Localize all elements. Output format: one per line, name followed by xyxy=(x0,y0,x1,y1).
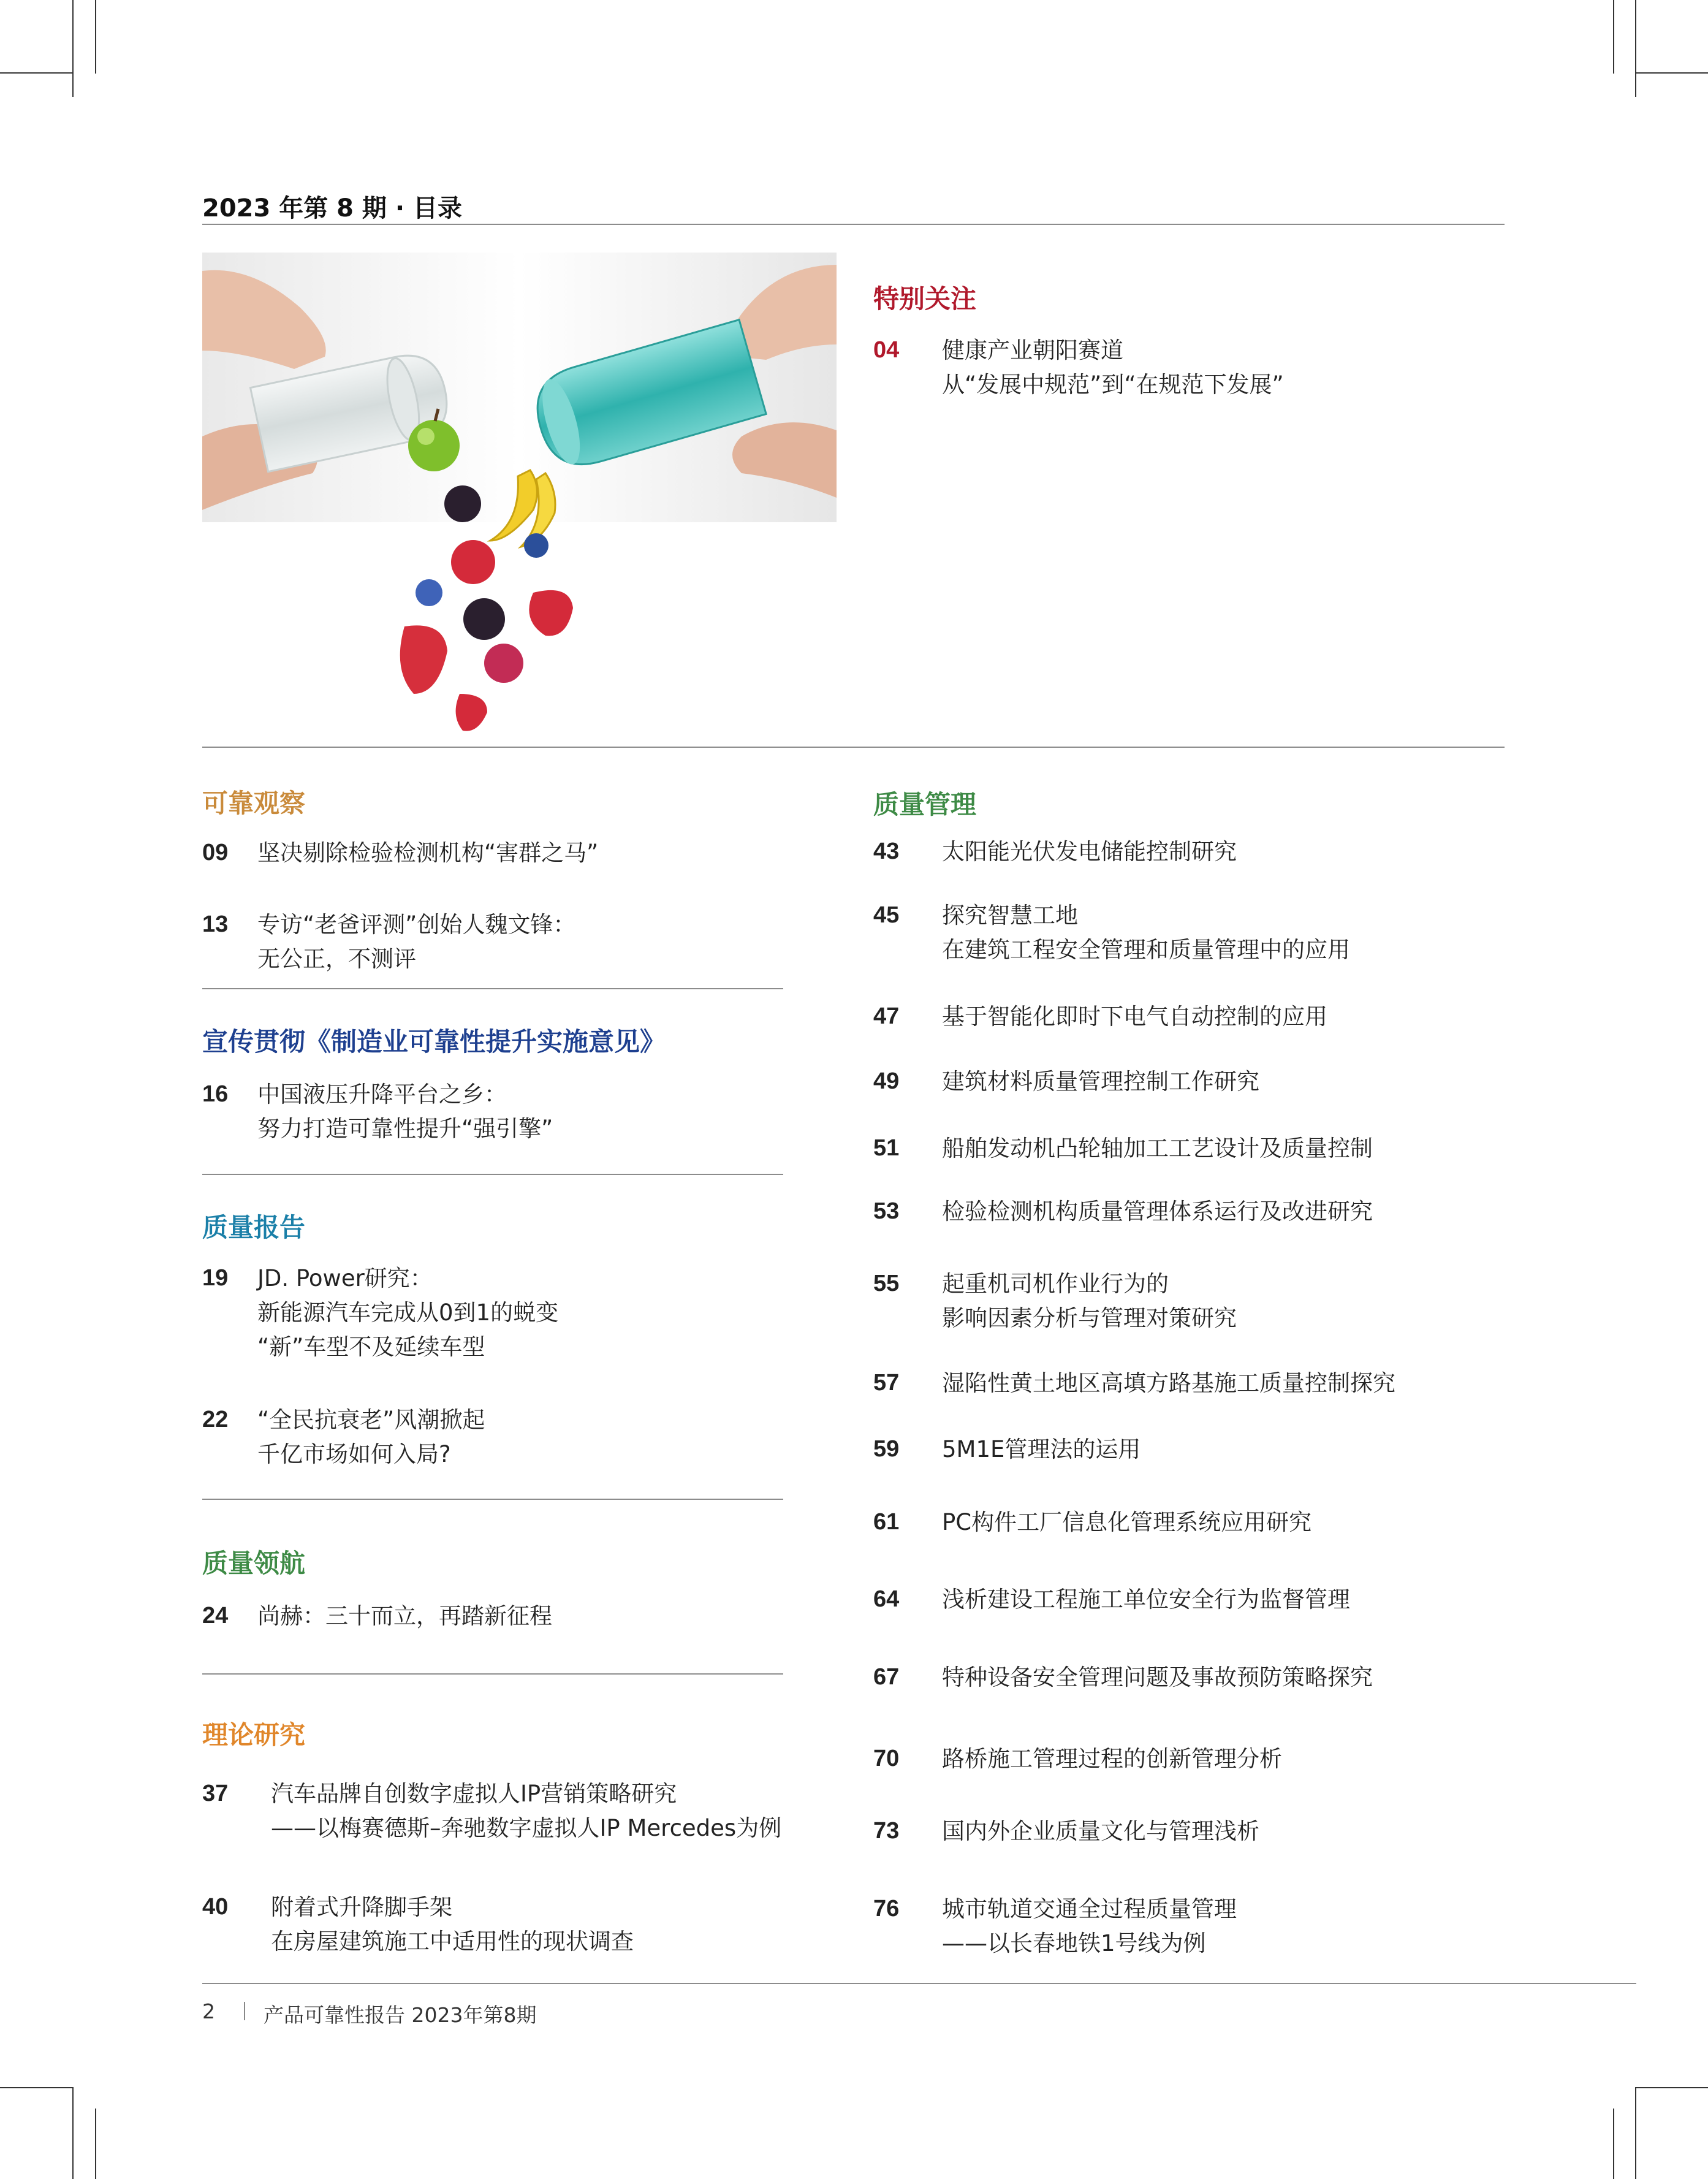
entry-title-line: 城市轨道交通全过程质量管理 xyxy=(942,1896,1237,1922)
entry-title-line: 新能源汽车完成从0到1的蜕变 xyxy=(257,1299,559,1326)
entry-title-line: ——以梅赛德斯–奔驰数字虚拟人IP Mercedes为例 xyxy=(271,1815,782,1841)
entry-title-line: 建筑材料质量管理控制工作研究 xyxy=(942,1068,1259,1095)
page-number: 37 xyxy=(202,1781,229,1806)
entry-title-line: 5M1E管理法的运用 xyxy=(942,1436,1141,1462)
crop-mark xyxy=(1635,2087,1708,2088)
entry-title-line: 尚赫：三十而立，再踏新征程 xyxy=(257,1603,552,1629)
entry-title-line: 起重机司机作业行为的 xyxy=(942,1271,1169,1297)
page-number: 24 xyxy=(202,1603,229,1629)
entry-title-line: 国内外企业质量文化与管理浅析 xyxy=(942,1818,1259,1844)
page-title: 2023 年第 8 期 · 目录 xyxy=(202,194,462,222)
crop-mark xyxy=(72,0,74,97)
entry-title-line: 太阳能光伏发电储能控制研究 xyxy=(942,839,1237,865)
entry-title-line: 检验检测机构质量管理体系运行及改进研究 xyxy=(942,1198,1373,1225)
entry-title-line: “新”车型不及延续车型 xyxy=(257,1334,485,1360)
entry-title-line: 健康产业朝阳赛道 xyxy=(942,337,1123,363)
footer-separator xyxy=(244,2002,245,2020)
section-title-reliability-observation: 可靠观察 xyxy=(202,788,306,818)
crop-mark xyxy=(72,2087,74,2179)
section-title-theory-research: 理论研究 xyxy=(202,1720,306,1750)
entry-title-line: 坚决剔除检验检测机构“害群之马” xyxy=(257,840,599,866)
entry-title-line: 探究智慧工地 xyxy=(942,902,1078,929)
section-title-quality-report: 质量报告 xyxy=(202,1212,306,1242)
section-divider xyxy=(202,988,783,989)
page-number: 61 xyxy=(873,1509,900,1535)
page-number: 51 xyxy=(873,1135,900,1161)
page-number: 49 xyxy=(873,1068,900,1094)
entry-title-line: 浅析建设工程施工单位安全行为监督管理 xyxy=(942,1586,1350,1613)
section-divider xyxy=(202,1673,783,1675)
entry-title-line: 基于智能化即时下电气自动控制的应用 xyxy=(942,1003,1327,1030)
entry-title-line: 在建筑工程安全管理和质量管理中的应用 xyxy=(942,937,1350,963)
page-number: 73 xyxy=(873,1818,900,1844)
entry-title-line: 特种设备安全管理问题及事故预防策略探究 xyxy=(942,1664,1373,1690)
crop-mark xyxy=(0,2087,72,2088)
section-title-quality-leadership: 质量领航 xyxy=(202,1548,306,1578)
crop-mark xyxy=(1635,0,1636,97)
crop-mark xyxy=(95,0,96,74)
entry-title-line: JD. Power研究： xyxy=(257,1265,433,1291)
page-number: 16 xyxy=(202,1081,229,1107)
page-number: 67 xyxy=(873,1664,900,1690)
page-number: 59 xyxy=(873,1436,900,1462)
section-divider xyxy=(202,1174,783,1175)
entry-title-line: 路桥施工管理过程的创新管理分析 xyxy=(942,1746,1282,1772)
footer-publication: 产品可靠性报告 2023年第8期 xyxy=(264,2003,537,2027)
section-title-policy: 宣传贯彻《制造业可靠性提升实施意见》 xyxy=(202,1027,666,1057)
page-number: 64 xyxy=(873,1586,900,1612)
entry-title-line: 千亿市场如何入局? xyxy=(257,1441,451,1467)
entry-title-line: 影响因素分析与管理对策研究 xyxy=(942,1305,1237,1331)
page-number: 22 xyxy=(202,1407,229,1432)
entry-title-line: 努力打造可靠性提升“强引擎” xyxy=(257,1116,553,1142)
page-number: 09 xyxy=(202,840,229,865)
entry-title-line: 湿陷性黄土地区高填方路基施工质量控制探究 xyxy=(942,1370,1395,1396)
page-number: 70 xyxy=(873,1746,900,1771)
page-number: 47 xyxy=(873,1003,900,1029)
page-number: 53 xyxy=(873,1198,900,1224)
footer-page-number: 2 xyxy=(202,1999,215,2023)
entry-title-line: 专访“老爸评测”创始人魏文锋： xyxy=(257,911,576,938)
page-number: 40 xyxy=(202,1894,229,1920)
section-title-featured: 特别关注 xyxy=(873,284,977,314)
entry-title-line: 在房屋建筑施工中适用性的现状调查 xyxy=(271,1928,634,1955)
entry-title-line: “全民抗衰老”风潮掀起 xyxy=(257,1407,485,1433)
page-number: 55 xyxy=(873,1271,900,1296)
entry-title-line: PC构件工厂信息化管理系统应用研究 xyxy=(942,1509,1312,1535)
entry-title-line: 船舶发动机凸轮轴加工工艺设计及质量控制 xyxy=(942,1135,1373,1162)
entry-title-line: 附着式升降脚手架 xyxy=(271,1894,452,1920)
crop-mark xyxy=(0,72,72,74)
page-number: 45 xyxy=(873,902,900,928)
footer-divider xyxy=(202,1983,1636,1984)
crop-mark xyxy=(1635,72,1708,74)
page-number: 19 xyxy=(202,1265,229,1291)
crop-mark xyxy=(1635,2087,1636,2179)
section-title-quality-management: 质量管理 xyxy=(873,789,977,820)
header-divider xyxy=(202,224,1505,225)
entry-title-line: 汽车品牌自创数字虚拟人IP营销策略研究 xyxy=(271,1781,677,1807)
crop-mark xyxy=(1613,2109,1614,2179)
page-number: 57 xyxy=(873,1370,900,1396)
crop-mark xyxy=(1613,0,1614,74)
section-divider xyxy=(202,747,1505,748)
entry-title-line: 无公正，不测评 xyxy=(257,946,416,972)
entry-title-line: 中国液压升降平台之乡： xyxy=(257,1081,507,1108)
page-number: 43 xyxy=(873,839,900,864)
capsule-fruit-illustration xyxy=(202,253,837,737)
entry-title-line: 从“发展中规范”到“在规范下发展” xyxy=(942,371,1284,398)
page-number: 04 xyxy=(873,337,900,363)
crop-mark xyxy=(95,2109,96,2179)
entry-title-line: ——以长春地铁1号线为例 xyxy=(942,1930,1206,1957)
page-number: 76 xyxy=(873,1896,900,1922)
section-divider xyxy=(202,1499,783,1500)
page-number: 13 xyxy=(202,911,229,937)
